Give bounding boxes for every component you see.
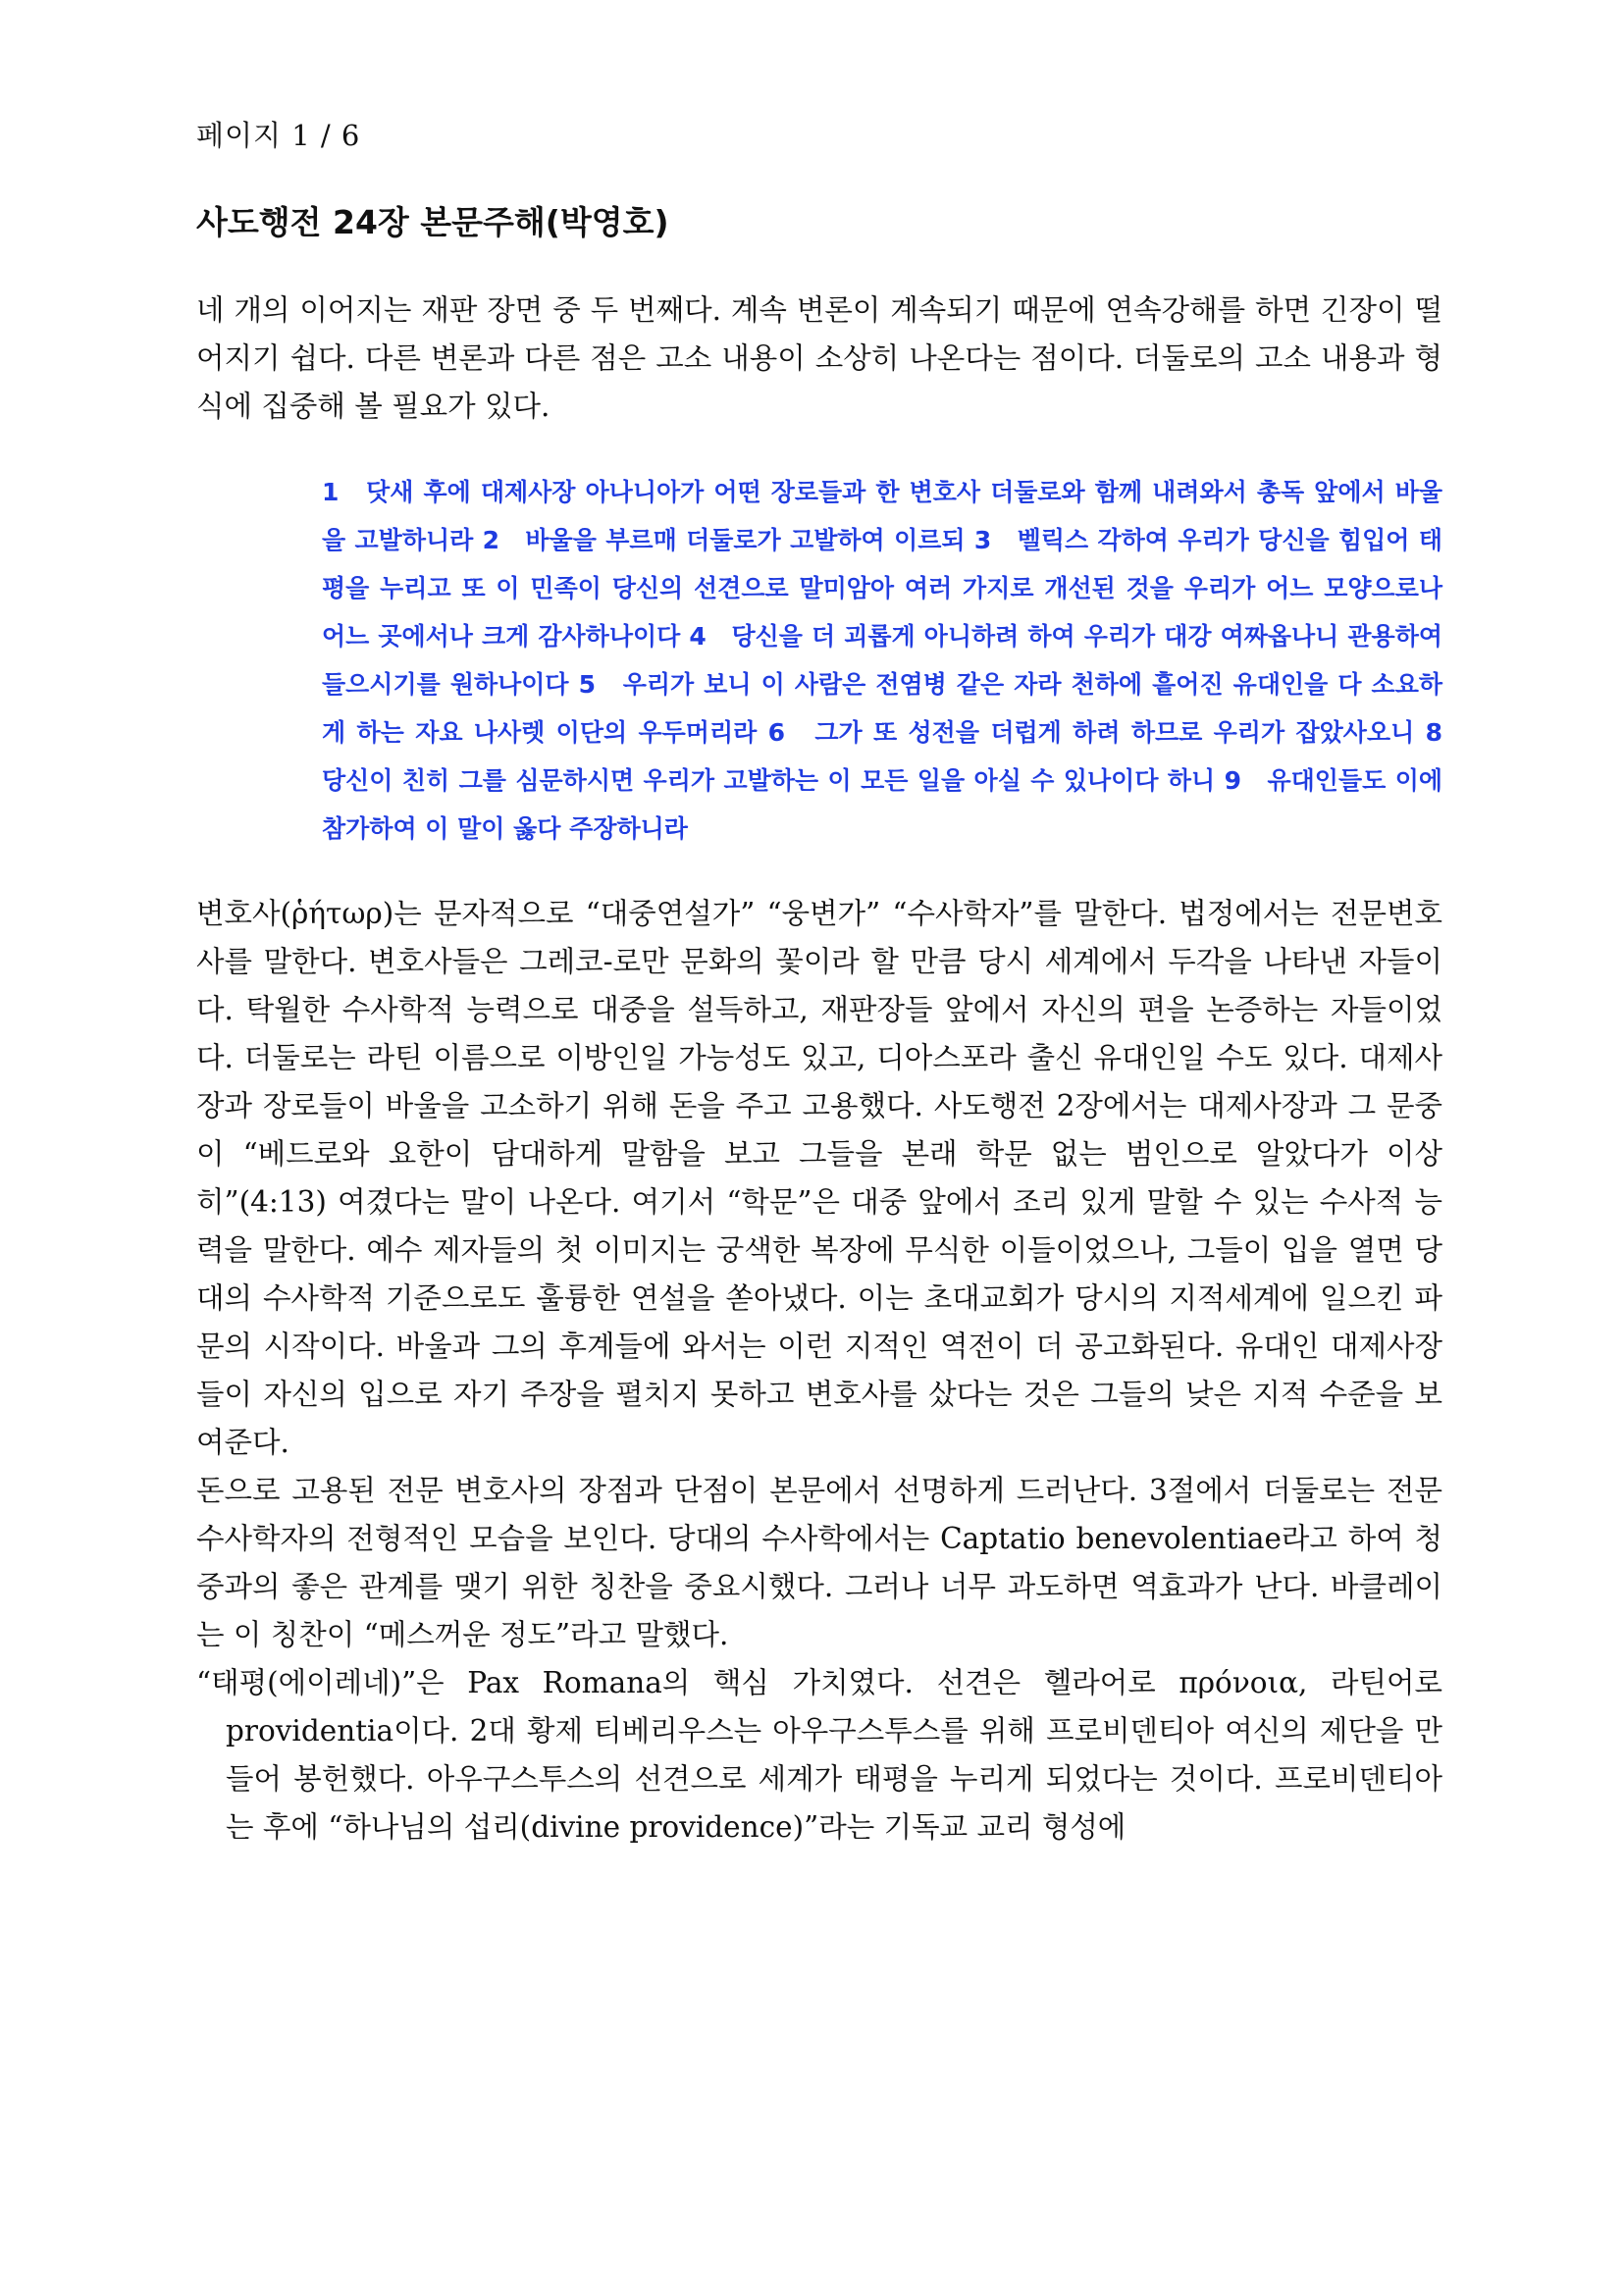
body-paragraph-lawyer: 변호사(ῥήτωρ)는 문자적으로 “대중연설가” “웅변가” “수사학자”를 말한다. 법정에서는 전문변호사를 말한다. 변호사들은 그레코-로만 문화의 꽃이라 할 만큼 당시 세계에서 두각을 나타낸 자들이다. 탁월한 수사학적 능력으로 대중을 설득하고, 재판장들 앞에서 자신의 편을 논증하는 자들이었다. 더둘로는 라틴 이름으로 이방인일 가능성도 있고, 디아스포라 출신 유대인일 수도 있다. 대제사장과 장로들이 바울을 고소하기 위해 돈을 주고 고용했다. 사도행전 2장에서는 대제사장과 그 문중이 “베드로와 요한이 담대하게 말함을 보고 그들을 본래 학문 없는 범인으로 알았다가 이상히”(4:13) 여겼다는 말이 나온다. 여기서 “학문”은 대중 앞에서 조리 있게 말할 수 있는 수사적 능력을 말한다. 예수 제자들의 첫 이미지는 궁색한 복장에 무식한 이들이었으나, 그들이 입을 열면 당대의 수사학적 기준으로도 훌륭한 연설을 쏟아냈다. 이는 초대교회가 당시의 지적세계에 일으킨 파문의 시작이다. 바울과 그의 후계들에 와서는 이런 지적인 역전이 더 공고화된다. 유대인 대제사장들이 자신의 입으로 자기 주장을 펼치지 못하고 변호사를 샀다는 것은 그들의 낮은 지적 수준을 보여준다.	[196, 897, 1442, 1459]
page-title: 사도행전 24장 본문주해(박영호)	[196, 203, 669, 241]
page-number: 페이지 1 / 6	[196, 119, 361, 152]
body-paragraph-rhetoric: 돈으로 고용된 전문 변호사의 장점과 단점이 본문에서 선명하게 드러난다. 3절에서 더둘로는 전문 수사학자의 전형적인 모습을 보인다. 당대의 수사학에서는 Captatio benevolentiae라고 하여 청중과의 좋은 관계를 맺기 위한 칭찬을 중요시했다. 그러나 너무 과도하면 역효과가 난다. 바클레이는 이 칭찬이 “메스꺼운 정도”라고 말했다.	[196, 1474, 1442, 1651]
body-paragraph-pax-romana: “태평(에이레네)”은 Pax Romana의 핵심 가치였다. 선견은 헬라어로 πρόνοια, 라틴어로 providentia이다. 2대 황제 티베리우스는 아우구스투스를 위해 프로비덴티아 여신의 제단을 만들어 봉헌했다. 아우구스투스의 선견으로 세계가 태평을 누리게 되었다는 것이다. 프로비덴티아는 후에 “하나님의 섭리(divine providence)”라는 기독교 교리 형성에	[196, 1666, 1442, 1844]
document-page	[196, 118, 1468, 1852]
intro-paragraph: 네 개의 이어지는 재판 장면 중 두 번째다. 계속 변론이 계속되기 때문에 연속강해를 하면 긴장이 떨어지기 쉽다. 다른 변론과 다른 점은 고소 내용이 소상히 나온다는 점이다. 더둘로의 고소 내용과 형식에 집중해 볼 필요가 있다.	[196, 293, 1442, 423]
scripture-quote: 1 닷새 후에 대제사장 아나니아가 어떤 장로들과 한 변호사 더둘로와 함께 내려와서 총독 앞에서 바울을 고발하니라 2 바울을 부르매 더둘로가 고발하여 이르되 3 벨릭스 각하여 우리가 당신을 힘입어 태평을 누리고 또 이 민족이 당신의 선견으로 말미암아 여러 가지로 개선된 것을 우리가 어느 모양으로나 어느 곳에서나 크게 감사하나이다 4 당신을 더 괴롭게 아니하려 하여 우리가 대강 여짜옵나니 관용하여 들으시기를 원하나이다 5 우리가 보니 이 사람은 전염병 같은 자라 천하에 흩어진 유대인을 다 소요하게 하는 자요 나사렛 이단의 우두머리라 6 그가 또 성전을 더럽게 하려 하므로 우리가 잡았사오니 8 당신이 친히 그를 심문하시면 우리가 고발하는 이 모든 일을 아실 수 있나이다 하니 9 유대인들도 이에 참가하여 이 말이 옳다 주장하니라	[322, 478, 1468, 843]
